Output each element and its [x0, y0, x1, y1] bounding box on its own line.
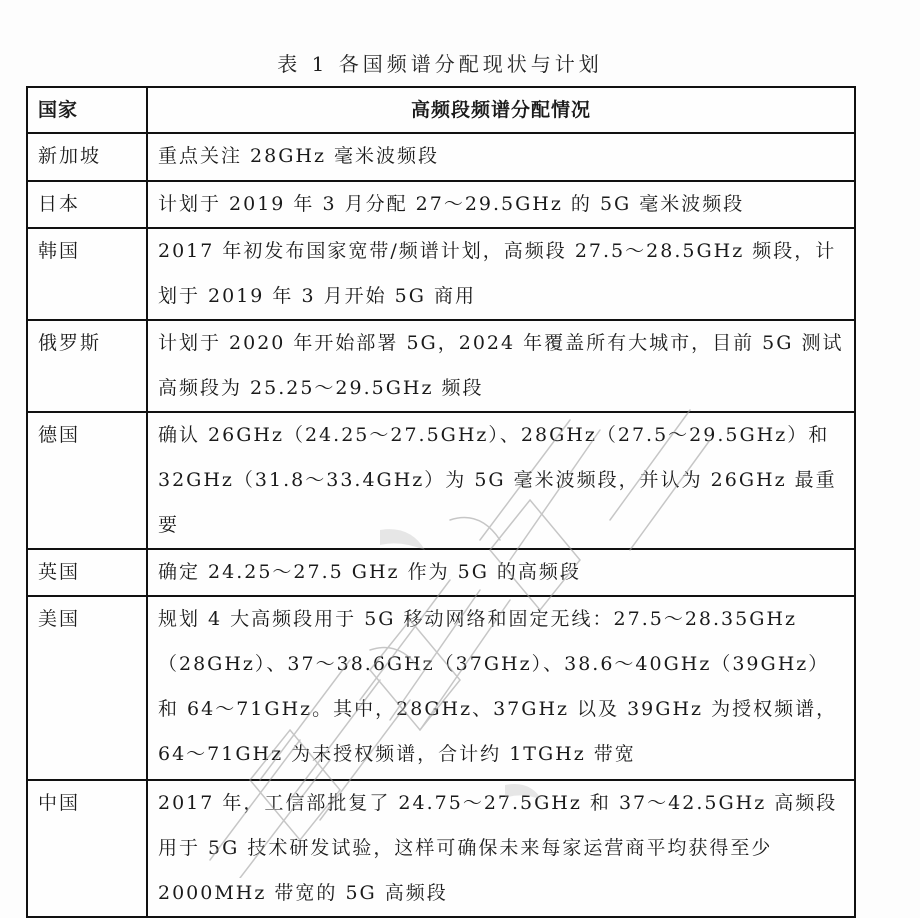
table-row — [27, 780, 855, 917]
country-cell: 美国 — [27, 596, 147, 780]
detail-cell: 2017 年，工信部批复了 24.75～27.5GHz 和 37～42.5GHz 高频段用于 5G 技术研发试验，这样可确保未来每家运营商平均获得至少 2000MHz 带宽的 5G 高频段 — [147, 780, 855, 917]
table-row — [27, 320, 855, 412]
table-row — [27, 549, 855, 596]
header-country: 国家 — [27, 87, 147, 133]
country-cell: 新加坡 — [27, 133, 147, 181]
table-row — [27, 133, 855, 181]
table-row — [27, 412, 855, 549]
table-caption: 表 1 各国频谱分配现状与计划 — [277, 52, 603, 76]
spectrum-allocation-table — [26, 86, 856, 918]
table-row — [27, 596, 855, 780]
detail-cell: 确认 26GHz（24.25～27.5GHz）、28GHz（27.5～29.5GHz）和 32GHz（31.8～33.4GHz）为 5G 毫米波频段，并认为 26GHz 最重要 — [147, 412, 855, 549]
header-detail: 高频段频谱分配情况 — [147, 87, 855, 133]
detail-cell: 计划于 2020 年开始部署 5G，2024 年覆盖所有大城市，目前 5G 测试高频段为 25.25～29.5GHz 频段 — [147, 320, 855, 412]
detail-cell: 规划 4 大高频段用于 5G 移动网络和固定无线：27.5～28.35GHz（28GHz）、37～38.6GHz（37GHz）、38.6～40GHz（39GHz）和 64～71GHz。其中，28GHz、37GHz 以及 39GHz 为授权频谱，64～71GHz 为未授权频谱，合计约 1TGHz 带宽 — [147, 596, 855, 780]
country-cell: 德国 — [27, 412, 147, 549]
country-cell: 中国 — [27, 780, 147, 917]
detail-cell: 2017 年初发布国家宽带/频谱计划，高频段 27.5～28.5GHz 频段，计划于 2019 年 3 月开始 5G 商用 — [147, 228, 855, 320]
table-row — [27, 228, 855, 320]
country-cell: 俄罗斯 — [27, 320, 147, 412]
detail-cell: 重点关注 28GHz 毫米波频段 — [147, 133, 855, 181]
detail-cell: 计划于 2019 年 3 月分配 27～29.5GHz 的 5G 毫米波频段 — [147, 181, 855, 228]
table-row — [27, 181, 855, 228]
table-header-row — [27, 87, 855, 133]
country-cell: 韩国 — [27, 228, 147, 320]
country-cell: 日本 — [27, 181, 147, 228]
country-cell: 英国 — [27, 549, 147, 596]
detail-cell: 确定 24.25～27.5 GHz 作为 5G 的高频段 — [147, 549, 855, 596]
